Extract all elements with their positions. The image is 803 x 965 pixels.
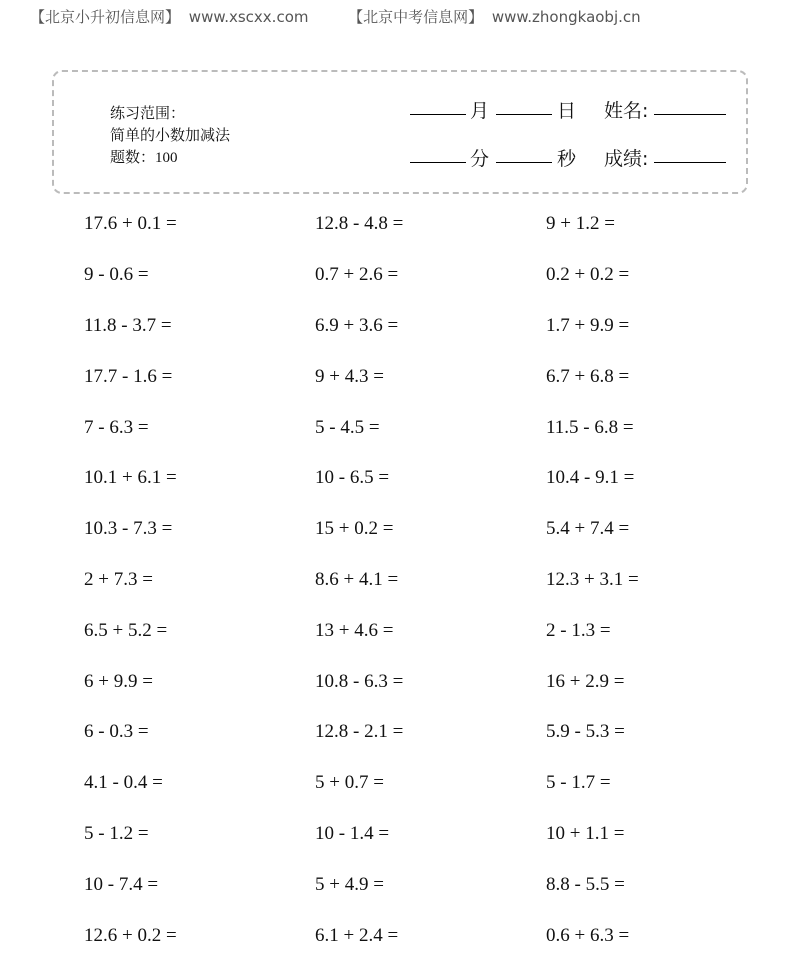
problem-item: 2 - 1.3 = — [546, 619, 611, 641]
second-blank[interactable] — [496, 162, 552, 163]
problem-row — [84, 402, 777, 453]
problem-item: 11.8 - 3.7 = — [84, 314, 172, 336]
problem-item: 6 - 0.3 = — [84, 721, 149, 743]
problem-item: 6.5 + 5.2 = — [84, 619, 168, 641]
problem-item: 6 + 9.9 = — [84, 670, 153, 692]
name-blank[interactable] — [654, 114, 726, 115]
problem-item: 17.6 + 0.1 = — [84, 213, 177, 235]
problem-item: 10 - 7.4 = — [84, 873, 159, 895]
problem-item: 10 - 1.4 = — [315, 822, 390, 844]
problem-item: 10.8 - 6.3 = — [315, 670, 404, 692]
practice-info — [110, 102, 230, 169]
site2-name: 【北京中考信息网】 — [348, 8, 484, 26]
problem-item: 5 + 4.9 = — [315, 873, 384, 895]
problem-item: 9 + 1.2 = — [546, 213, 615, 235]
problem-item: 4.1 - 0.4 = — [84, 772, 163, 794]
problem-item: 12.8 - 2.1 = — [315, 721, 404, 743]
problem-row — [84, 453, 777, 504]
problem-item: 16 + 2.9 = — [546, 670, 625, 692]
problem-row — [84, 707, 777, 758]
time-score-row — [410, 142, 740, 190]
problem-item: 2 + 7.3 = — [84, 568, 153, 590]
range-label: 练习范围： — [110, 104, 186, 122]
site1-url[interactable]: www.xscxx.com — [188, 8, 309, 26]
problem-item: 13 + 4.6 = — [315, 619, 394, 641]
day-blank[interactable] — [496, 114, 552, 115]
problem-row — [84, 199, 777, 250]
problem-item: 5 + 0.7 = — [315, 772, 384, 794]
range-value: 简单的小数加减法 — [110, 126, 231, 144]
problem-item: 10.1 + 6.1 = — [84, 467, 177, 489]
problem-row — [84, 504, 777, 555]
problem-grid — [84, 199, 777, 961]
problem-item: 12.8 - 4.8 = — [315, 213, 404, 235]
problem-item: 7 - 6.3 = — [84, 416, 149, 438]
problem-item: 10 + 1.1 = — [546, 822, 625, 844]
month-label: 月 — [470, 100, 490, 122]
problem-item: 5 - 4.5 = — [315, 416, 380, 438]
problem-item: 11.5 - 6.8 = — [546, 416, 634, 438]
problem-item: 1.7 + 9.9 = — [546, 314, 630, 336]
problem-row — [84, 758, 777, 809]
problem-item: 5 - 1.2 = — [84, 822, 149, 844]
problem-item: 5.9 - 5.3 = — [546, 721, 625, 743]
day-label: 日 — [557, 100, 577, 122]
problem-item: 10.3 - 7.3 = — [84, 518, 173, 540]
problem-row — [84, 809, 777, 860]
problem-item: 15 + 0.2 = — [315, 518, 394, 540]
problem-item: 10 - 6.5 = — [315, 467, 390, 489]
month-blank[interactable] — [410, 114, 466, 115]
name-label: 姓名: — [604, 100, 649, 122]
problem-row — [84, 910, 777, 961]
problem-row — [84, 351, 777, 402]
problem-item: 5.4 + 7.4 = — [546, 518, 630, 540]
problem-item: 10.4 - 9.1 = — [546, 467, 635, 489]
score-blank[interactable] — [654, 162, 726, 163]
date-name-row — [410, 94, 740, 142]
problem-item: 8.8 - 5.5 = — [546, 873, 625, 895]
problem-item: 17.7 - 1.6 = — [84, 365, 173, 387]
problem-item: 12.3 + 3.1 = — [546, 568, 639, 590]
problem-item: 6.1 + 2.4 = — [315, 924, 399, 946]
problem-item: 6.9 + 3.6 = — [315, 314, 399, 336]
problem-item: 9 - 0.6 = — [84, 264, 149, 286]
problem-item: 6.7 + 6.8 = — [546, 365, 630, 387]
problem-row — [84, 656, 777, 707]
score-label: 成绩: — [604, 148, 649, 170]
problem-row — [84, 301, 777, 352]
site1-name: 【北京小升初信息网】 — [30, 8, 181, 26]
minute-label: 分 — [470, 148, 490, 170]
problem-row — [84, 555, 777, 606]
count-label: 题数： — [110, 148, 156, 166]
problem-item: 0.7 + 2.6 = — [315, 264, 399, 286]
minute-blank[interactable] — [410, 162, 466, 163]
second-label: 秒 — [557, 148, 577, 170]
problem-item: 0.6 + 6.3 = — [546, 924, 630, 946]
problem-row — [84, 859, 777, 910]
student-fields — [410, 94, 740, 190]
site2-url[interactable]: www.zhongkaobj.cn — [491, 8, 641, 26]
count-line — [110, 146, 230, 169]
problem-item: 5 - 1.7 = — [546, 772, 611, 794]
info-box — [52, 70, 748, 194]
site-header — [30, 6, 645, 27]
problem-item: 9 + 4.3 = — [315, 365, 384, 387]
problem-item: 8.6 + 4.1 = — [315, 568, 399, 590]
count-value: 100 — [155, 150, 178, 166]
problem-row — [84, 605, 777, 656]
problem-row — [84, 250, 777, 301]
problem-item: 12.6 + 0.2 = — [84, 924, 177, 946]
problem-item: 0.2 + 0.2 = — [546, 264, 630, 286]
